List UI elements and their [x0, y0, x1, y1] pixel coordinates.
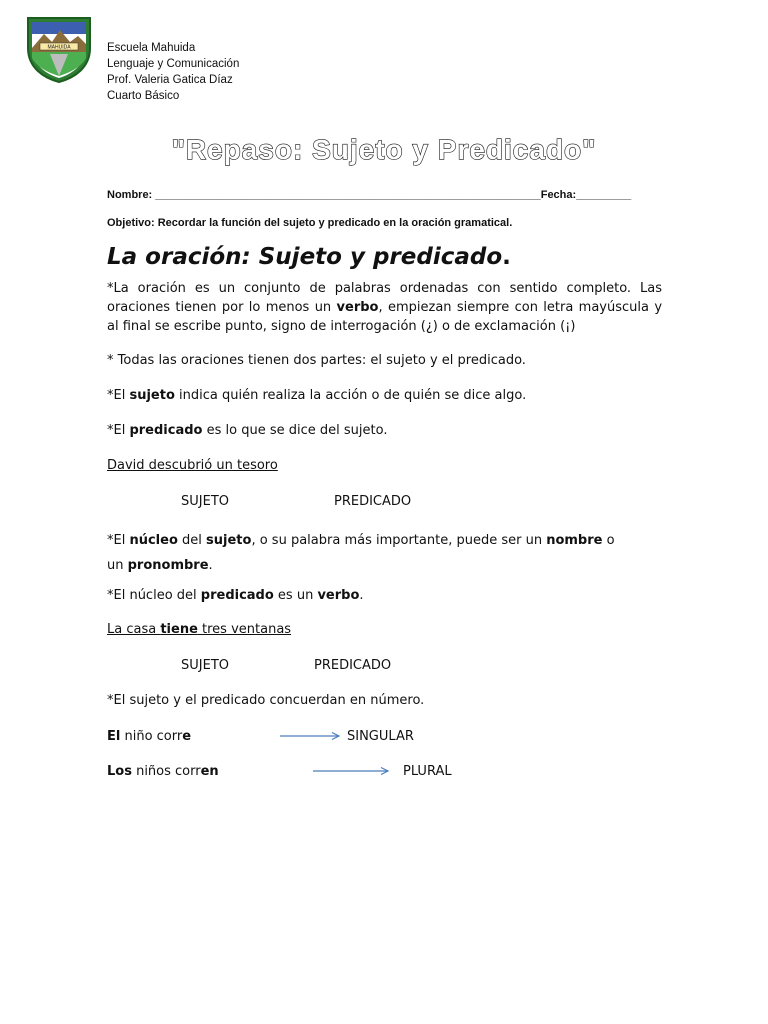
- paragraph-oracion-definition: [107, 279, 662, 336]
- p5-text-e: o: [602, 533, 615, 548]
- p6-text-c: es un: [273, 588, 318, 603]
- objective-line: Objetivo: Recordar la función del sujeto y predicado en la oración gramatical.: [107, 217, 513, 229]
- page-title: "Repaso: Sujeto y Predicado": [171, 134, 597, 165]
- section-heading-period: .: [502, 244, 511, 270]
- p5-text-c: del: [177, 533, 207, 548]
- singular-arrow-icon: [280, 731, 342, 741]
- p4-text-a: *El: [107, 423, 130, 438]
- grade-name: Cuarto Básico: [107, 90, 180, 102]
- example-2-bold-tiene: tiene: [160, 622, 198, 637]
- paragraph-partes: * Todas las oraciones tienen dos partes: el sujeto y el predicado.: [107, 353, 526, 368]
- p3-text-b: indica quién realiza la acción o de quién se dice algo.: [174, 388, 527, 403]
- singular-label: SINGULAR: [347, 729, 414, 744]
- school-info: [107, 40, 239, 104]
- plural-bold-ending: en: [200, 764, 219, 779]
- example-2-text-a: La casa: [107, 622, 161, 637]
- p1-text-b: , empiezan siempre con letra mayúscula y al final se escribe punto, signo de interrogación (¿) o de exclamación (¡): [107, 300, 663, 334]
- example-sentence-2: [107, 622, 291, 637]
- nombre-blank: _______________________________________________________________: [155, 189, 541, 201]
- example-2-predicado-label: PREDICADO: [314, 658, 392, 673]
- p3-bold-sujeto: sujeto: [129, 388, 175, 403]
- example-sentence-1: David descubrió un tesoro: [107, 458, 278, 473]
- p4-text-b: es lo que se dice del sujeto.: [202, 423, 388, 438]
- p1-text-a: *La oración es un conjunto de palabras ordenadas con sentido completo. Las oraciones tienen por lo menos un: [107, 281, 662, 315]
- p4-bold-predicado: predicado: [129, 423, 203, 438]
- example-1-sujeto-label: SUJETO: [181, 494, 229, 509]
- p5-bold-pronombre: pronombre: [127, 558, 209, 573]
- p5-bold-sujeto: sujeto: [206, 533, 252, 548]
- paragraph-nucleo-sujeto: [107, 528, 662, 578]
- plural-text: niños corr: [131, 764, 201, 779]
- plural-arrow-icon: [313, 766, 391, 776]
- p5-bold-nombre: nombre: [546, 533, 603, 548]
- paragraph-concordancia: *El sujeto y el predicado concuerdan en número.: [107, 693, 425, 708]
- fecha-label: Fecha:: [540, 189, 577, 201]
- p1-bold-verbo: verbo: [336, 300, 379, 315]
- p6-bold-predicado: predicado: [200, 588, 274, 603]
- singular-text: niño corr: [120, 729, 183, 744]
- p5-text-g: .: [208, 558, 213, 573]
- plural-example: [107, 764, 219, 779]
- p3-text-a: *El: [107, 388, 130, 403]
- p6-bold-verbo: verbo: [317, 588, 360, 603]
- plural-label: PLURAL: [403, 764, 452, 779]
- section-heading-text: La oración: Sujeto y predicado: [107, 244, 503, 270]
- plural-bold-los: Los: [107, 764, 132, 779]
- teacher-name: Prof. Valeria Gatica Díaz: [107, 74, 233, 86]
- school-name: Escuela Mahuida: [107, 42, 196, 54]
- paragraph-predicado: [107, 423, 387, 438]
- paragraph-nucleo-predicado: [107, 588, 364, 603]
- p6-text-a: *El núcleo del: [107, 588, 201, 603]
- singular-bold-ending: e: [182, 729, 192, 744]
- section-heading: [107, 244, 511, 270]
- example-2-text-b: tres ventanas: [197, 622, 292, 637]
- paragraph-sujeto: [107, 388, 526, 403]
- logo-text: MAHUIDA: [47, 44, 71, 51]
- p5-text-a: *El: [107, 533, 130, 548]
- p5-text-f: un: [107, 558, 128, 573]
- school-logo: [22, 14, 96, 84]
- singular-bold-el: El: [107, 729, 121, 744]
- fecha-blank: _________: [576, 189, 632, 201]
- p5-bold-nucleo: núcleo: [129, 533, 178, 548]
- p5-text-d: , o su palabra más importante, puede ser un: [251, 533, 547, 548]
- singular-example: [107, 729, 191, 744]
- example-1-predicado-label: PREDICADO: [334, 494, 412, 509]
- p6-text-d: .: [359, 588, 364, 603]
- nombre-label: Nombre:: [107, 189, 153, 201]
- subject-name: Lenguaje y Comunicación: [107, 58, 240, 70]
- name-date-line: [107, 189, 631, 201]
- example-2-sujeto-label: SUJETO: [181, 658, 229, 673]
